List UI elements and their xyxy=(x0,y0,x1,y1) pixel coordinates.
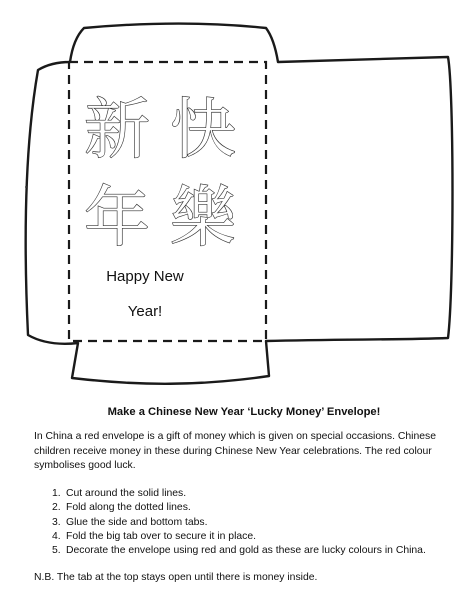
instructions-title: Make a Chinese New Year ‘Lucky Money’ Envelope! xyxy=(107,406,381,418)
step-item xyxy=(52,487,444,501)
hanzi-4: 樂 xyxy=(170,179,236,256)
note-text: N.B. The tab at the top stays open until there is money inside. xyxy=(34,572,318,584)
step-text: Fold along the dotted lines. xyxy=(66,502,191,514)
step-number: 1. xyxy=(52,488,61,500)
step-number: 3. xyxy=(52,516,61,528)
greeting-line-2: Year! xyxy=(127,303,163,320)
step-item xyxy=(52,544,444,558)
step-number: 4. xyxy=(52,530,61,542)
step-item xyxy=(52,501,444,515)
greeting-line-1: Happy New xyxy=(106,268,184,285)
hanzi-3: 年 xyxy=(84,179,150,256)
stray-mark xyxy=(25,186,27,188)
step-number: 5. xyxy=(52,545,61,556)
hanzi-1: 新 xyxy=(84,91,150,168)
step-text: Decorate the envelope using red and gold as these are lucky colours in China. xyxy=(66,545,426,556)
hanzi-2: 快 xyxy=(170,91,236,168)
step-text: Glue the side and bottom tabs. xyxy=(66,516,208,528)
step-item xyxy=(52,516,444,530)
step-text: Fold the big tab over to secure it in place. xyxy=(66,530,257,542)
step-item xyxy=(52,530,444,544)
step-number: 2. xyxy=(52,502,61,514)
intro-paragraph: In China a red envelope is a gift of money which is given on special occasions. Chinese children receive money in these during Chinese New Year celebrations. The red colour symbolises good luck. xyxy=(34,430,436,472)
step-text: Cut around the solid lines. xyxy=(66,488,187,500)
instructions-section xyxy=(34,405,444,599)
steps-list xyxy=(34,487,444,558)
